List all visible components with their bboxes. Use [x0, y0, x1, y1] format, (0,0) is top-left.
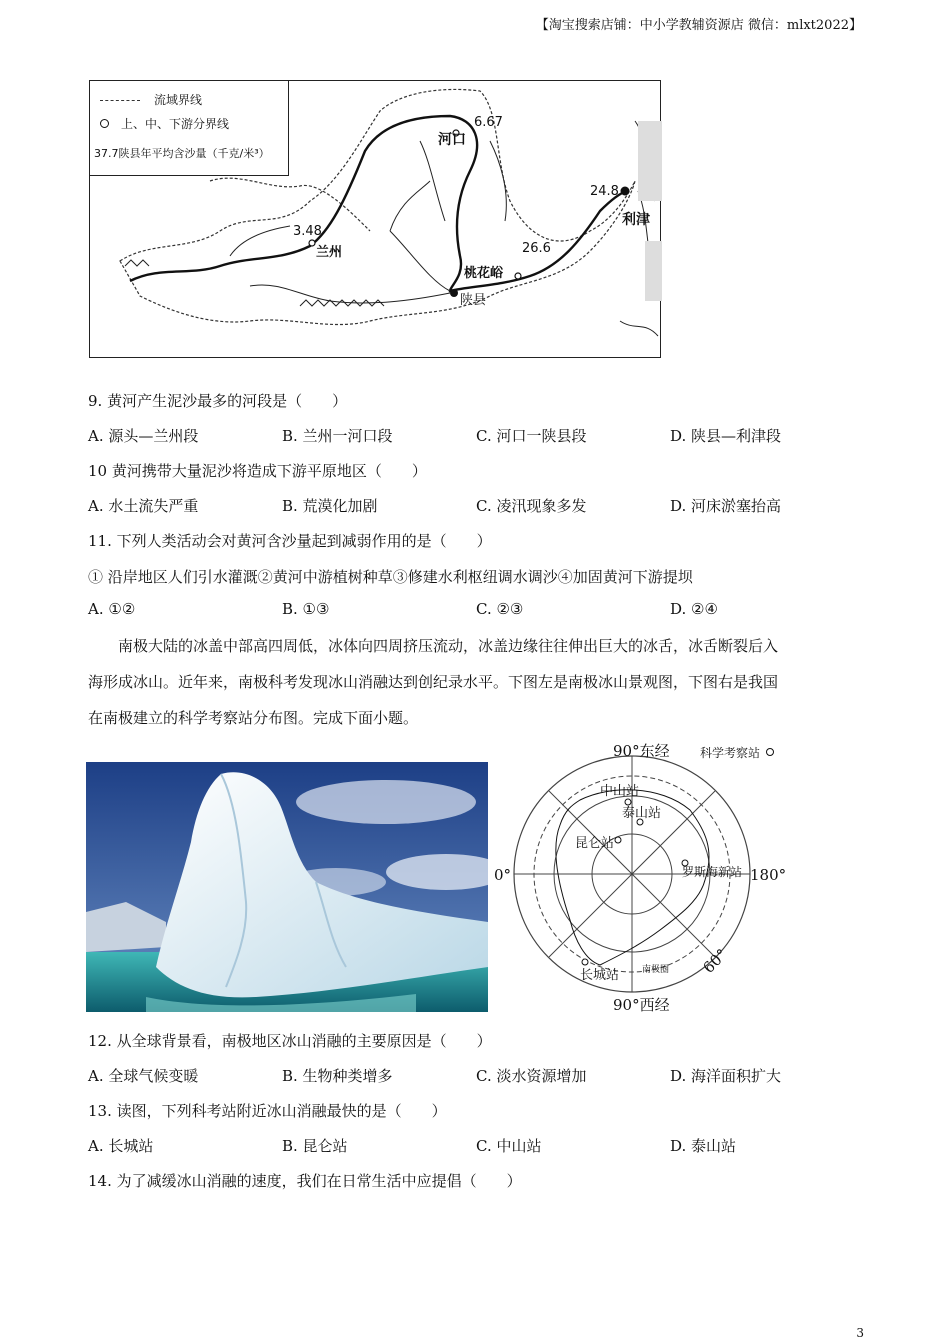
question-13-stem: 13. 读图，下列科考站附近冰山消融最快的是（ ） — [88, 1102, 447, 1120]
map-legend — [90, 81, 289, 176]
passage-line-2: 海形成冰山。近年来，南极科考发现冰山消融达到创纪录水平。下图左是南极冰山景观图，下图右是我国 — [88, 673, 779, 691]
label-60-degree: 60° — [699, 945, 732, 977]
q13-option-b[interactable]: B. 昆仑站 — [282, 1137, 348, 1155]
value-lanzhou: 3.48 — [293, 224, 322, 239]
q12-option-d[interactable]: D. 海洋面积扩大 — [670, 1067, 782, 1085]
polar-projection-drawing — [490, 740, 790, 1018]
question-10-stem: 10 黄河携带大量泥沙将造成下游平原地区（ ） — [88, 462, 427, 480]
q9-option-a[interactable]: A. 源头—兰州段 — [88, 427, 199, 445]
station-changcheng: 长城站 — [580, 968, 620, 983]
label-lijin: 利津 — [622, 212, 650, 228]
passage-line-1: 南极大陆的冰盖中部高四周低，冰体向四周挤压流动，冰盖边缘往往伸出巨大的冰舌，冰舌断裂后入 — [118, 637, 779, 655]
q10-option-a[interactable]: A. 水土流失严重 — [88, 497, 199, 515]
label-90-west: 90°西经 — [613, 996, 670, 1014]
label-hekou: 河口 — [438, 132, 466, 148]
lijin-marker — [621, 187, 630, 196]
question-12-stem: 12. 从全球背景看，南极地区冰山消融的主要原因是（ ） — [88, 1032, 492, 1050]
question-11-items: ① 沿岸地区人们引水灌溉②黄河中游植树种草③修建水利枢纽调水调沙④加固黄河下游提坝 — [88, 568, 693, 586]
legend-sediment: 37.7陕县年平均含沙量（千克/米³） — [94, 147, 270, 160]
station-taishan: 泰山站 — [622, 806, 662, 821]
label-taohuayu: 桃花峪 — [464, 266, 504, 281]
label-0-degree: 0° — [494, 866, 512, 884]
label-antarctic-circle: 南极圈 — [642, 965, 670, 975]
value-taohuayu: 26.6 — [522, 241, 551, 256]
q9-option-b[interactable]: B. 兰州一河口段 — [282, 427, 393, 445]
question-11-stem: 11. 下列人类活动会对黄河含沙量起到减弱作用的是（ ） — [88, 532, 492, 550]
station-ross-sea: 罗斯海新站 — [682, 865, 743, 879]
question-9-stem: 9. 黄河产生泥沙最多的河段是（ ） — [88, 392, 348, 410]
yellow-river-map — [89, 80, 661, 358]
q13-option-c[interactable]: C. 中山站 — [476, 1137, 542, 1155]
station-kunlun: 昆仑站 — [575, 836, 615, 851]
q11-option-d[interactable]: D. ②④ — [670, 600, 718, 618]
q13-option-a[interactable]: A. 长城站 — [88, 1137, 154, 1155]
q11-option-c[interactable]: C. ②③ — [476, 600, 524, 618]
value-hekou: 6.67 — [474, 115, 503, 130]
reading-passage — [88, 628, 863, 736]
q12-option-a[interactable]: A. 全球气候变暖 — [88, 1067, 199, 1085]
page-header: 【淘宝搜索店铺：中小学教辅资源店 微信：mlxt2022】 — [535, 18, 862, 33]
q9-option-d[interactable]: D. 陕县—利津段 — [670, 427, 782, 445]
passage-line-3: 在南极建立的科学考察站分布图。完成下面小题。 — [88, 709, 419, 727]
label-180-degree: 180° — [750, 866, 787, 884]
q12-option-b[interactable]: B. 生物种类增多 — [282, 1067, 393, 1085]
value-lijin: 24.8 — [590, 184, 619, 199]
lanzhou-marker — [309, 240, 315, 246]
q11-option-a[interactable]: A. ①② — [88, 600, 136, 618]
question-14-stem: 14. 为了减缓冰山消融的速度，我们在日常生活中应提倡（ ） — [88, 1172, 522, 1190]
antarctic-stations-map — [490, 740, 790, 1018]
label-90-east: 90°东经 — [613, 742, 670, 760]
q10-option-b[interactable]: B. 荒漠化加剧 — [282, 497, 378, 515]
q13-option-d[interactable]: D. 泰山站 — [670, 1137, 737, 1155]
page-number: 3 — [856, 1326, 864, 1340]
antarctic-iceberg-photo — [86, 762, 488, 1012]
station-zhongshan: 中山站 — [600, 784, 640, 799]
legend-basin: 流域界线 — [154, 93, 203, 107]
legend-reach: 上、中、下游分界线 — [121, 117, 230, 131]
shanxian-marker — [450, 289, 458, 297]
label-lanzhou: 兰州 — [316, 245, 343, 260]
q10-option-c[interactable]: C. 凌汛现象多发 — [476, 497, 587, 515]
label-shanxian: 陕县 — [460, 293, 487, 308]
q11-option-b[interactable]: B. ①③ — [282, 600, 330, 618]
taohuayu-marker — [515, 273, 521, 279]
q10-option-d[interactable]: D. 河床淤塞抬高 — [670, 497, 782, 515]
legend-station: 科学考察站 — [700, 746, 761, 760]
q12-option-c[interactable]: C. 淡水资源增加 — [476, 1067, 587, 1085]
q9-option-c[interactable]: C. 河口一陕县段 — [476, 427, 587, 445]
